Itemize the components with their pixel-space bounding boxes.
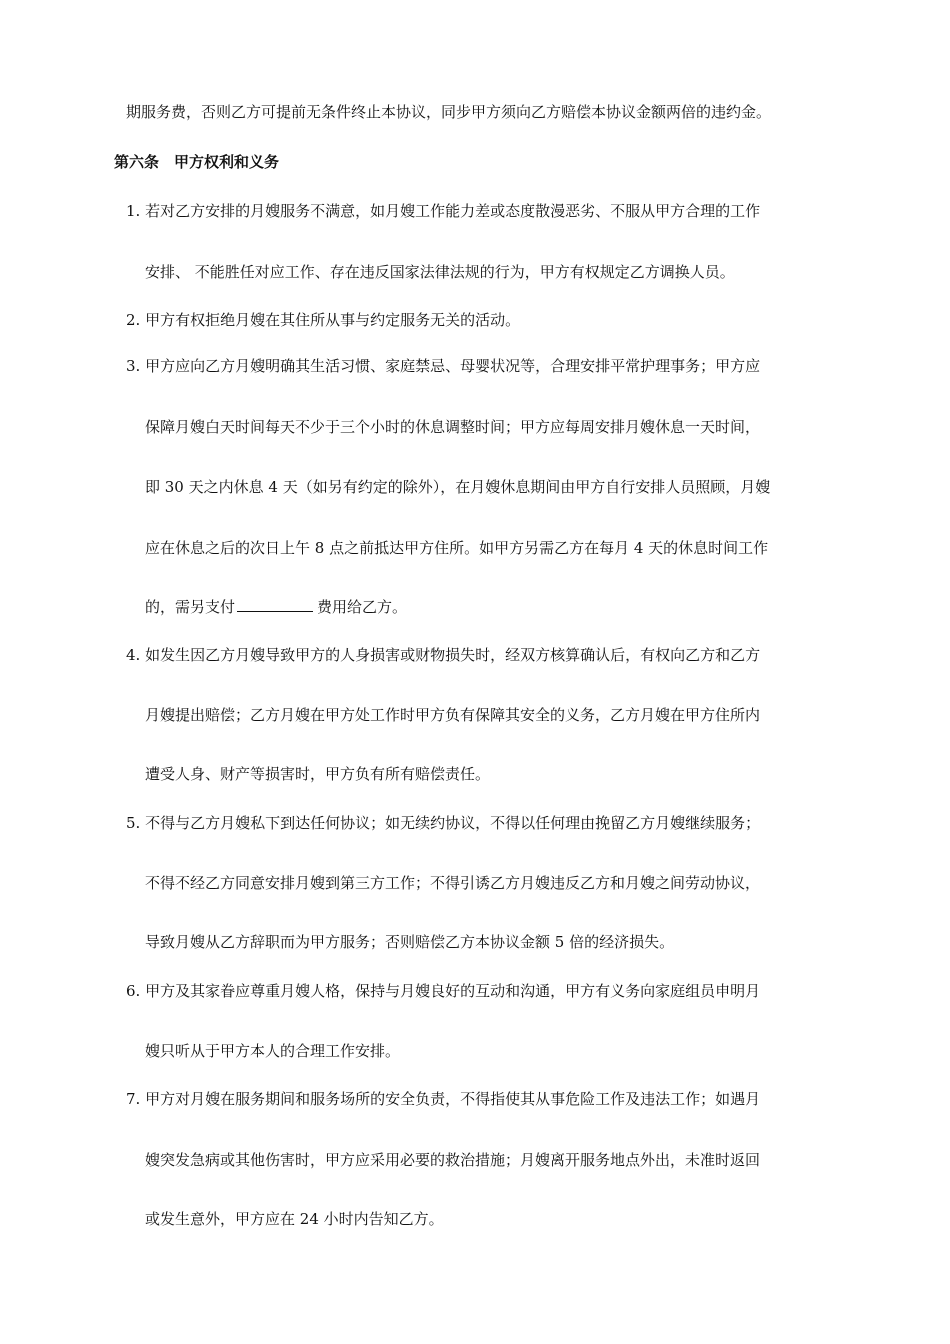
clause-3-line-5 <box>145 596 407 617</box>
clause-3-line-2: 保障月嫂白天时间每天不少于三个小时的休息调整时间；甲方应每周安排月嫂休息一天时间， <box>145 418 761 436</box>
clause-6-line-1: 6. 甲方及其家眷应尊重月嫂人格，保持与月嫂良好的互动和沟通，甲方有义务向家庭组员申明月 <box>126 982 761 1000</box>
fee-blank-field[interactable] <box>237 596 313 612</box>
clause-4-line-2: 月嫂提出赔偿；乙方月嫂在甲方处工作时甲方负有保障其安全的义务，乙方月嫂在甲方住所内 <box>145 706 761 724</box>
clause-3-last-suffix: 费用给乙方。 <box>317 598 408 616</box>
clause-7-line-1: 7. 甲方对月嫂在服务期间和服务场所的安全负责，不得指使其从事危险工作及违法工作；如遇月 <box>126 1090 761 1108</box>
clause-3-last-prefix: 的，需另支付 <box>145 598 236 616</box>
clause-4-line-3: 遭受人身、财产等损害时，甲方负有所有赔偿责任。 <box>145 765 491 783</box>
clause-3-line-3: 即 30 天之内休息 4 天（如另有约定的除外），在月嫂休息期间由甲方自行安排人员照顾，月嫂 <box>145 478 771 496</box>
clause-1-line-2: 安排、 不能胜任对应工作、存在违反国家法律法规的行为，甲方有权规定乙方调换人员。 <box>145 263 735 281</box>
clause-3-line-1: 3. 甲方应向乙方月嫂明确其生活习惯、家庭禁忌、母婴状况等，合理安排平常护理事务；甲方应 <box>126 357 761 375</box>
clause-2-line-1: 2. 甲方有权拒绝月嫂在其住所从事与约定服务无关的活动。 <box>126 311 521 329</box>
clause-3-line-4: 应在休息之后的次日上午 8 点之前抵达甲方住所。如甲方另需乙方在每月 4 天的休息时间工作 <box>145 539 769 557</box>
intro-line: 期服务费，否则乙方可提前无条件终止本协议，同步甲方须向乙方赔偿本协议金额两倍的违约金。 <box>126 103 772 121</box>
clause-4-line-1: 4. 如发生因乙方月嫂导致甲方的人身损害或财物损失时，经双方核算确认后，有权向乙方和乙方 <box>126 646 761 664</box>
clause-5-line-2: 不得不经乙方同意安排月嫂到第三方工作；不得引诱乙方月嫂违反乙方和月嫂之间劳动协议， <box>145 874 761 892</box>
clause-6-line-2: 嫂只听从于甲方本人的合理工作安排。 <box>145 1042 401 1060</box>
clause-5-line-1: 5. 不得与乙方月嫂私下到达任何协议；如无续约协议，不得以任何理由挽留乙方月嫂继续服务； <box>126 814 761 832</box>
clause-7-line-3: 或发生意外，甲方应在 24 小时内告知乙方。 <box>145 1210 444 1228</box>
clause-1-line-1: 1. 若对乙方安排的月嫂服务不满意，如月嫂工作能力差或态度散漫恶劣、不服从甲方合理的工作 <box>126 202 761 220</box>
section-heading: 第六条 甲方权利和义务 <box>114 153 280 171</box>
clause-7-line-2: 嫂突发急病或其他伤害时，甲方应采用必要的救治措施；月嫂离开服务地点外出，未准时返回 <box>145 1151 761 1169</box>
clause-5-line-3: 导致月嫂从乙方辞职而为甲方服务；否则赔偿乙方本协议金额 5 倍的经济损失。 <box>145 933 675 951</box>
